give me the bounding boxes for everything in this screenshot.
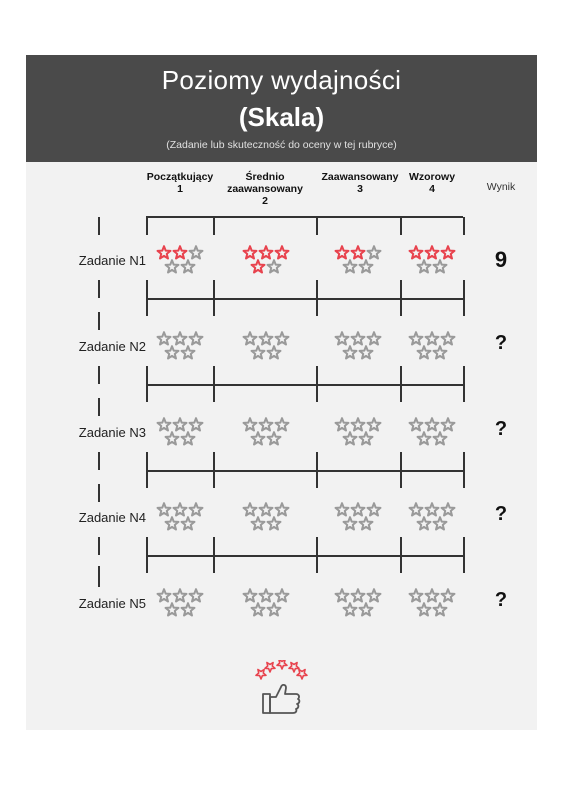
star-empty-icon xyxy=(190,332,203,344)
star-rating-group[interactable] xyxy=(407,588,457,620)
star-empty-icon xyxy=(244,418,257,430)
star-empty-icon xyxy=(442,589,455,601)
star-empty-icon xyxy=(442,418,455,430)
star-empty-icon xyxy=(268,346,281,358)
star-empty-icon xyxy=(368,589,381,601)
star-empty-icon xyxy=(276,503,289,515)
column-header-4 xyxy=(400,171,464,195)
column-divider xyxy=(463,537,465,573)
star-empty-icon xyxy=(166,603,179,615)
row-divider-tick xyxy=(98,484,100,502)
star-empty-icon xyxy=(260,418,273,430)
page-description: (Zadanie lub skuteczność do oceny w tej rubryce) xyxy=(166,139,397,151)
thumbs-up-stars-icon xyxy=(255,660,309,716)
star-empty-icon xyxy=(252,517,265,529)
row-divider-tick xyxy=(98,366,100,384)
star-icon xyxy=(256,670,266,680)
star-rating-group[interactable] xyxy=(155,417,205,449)
star-empty-icon xyxy=(260,503,273,515)
task-score: 9 xyxy=(494,247,508,272)
star-empty-icon xyxy=(174,589,187,601)
star-empty-icon xyxy=(174,503,187,515)
star-empty-icon xyxy=(190,589,203,601)
star-empty-icon xyxy=(268,432,281,444)
star-icon xyxy=(265,663,275,673)
star-rating-group[interactable] xyxy=(333,588,383,620)
page-subtitle: (Skala) xyxy=(238,102,325,132)
star-empty-icon xyxy=(182,260,195,272)
star-empty-icon xyxy=(418,346,431,358)
column-divider xyxy=(213,217,215,235)
star-empty-icon xyxy=(344,346,357,358)
star-filled-icon xyxy=(352,246,365,258)
star-empty-icon xyxy=(260,589,273,601)
star-empty-icon xyxy=(344,432,357,444)
star-rating-group[interactable] xyxy=(155,588,205,620)
star-empty-icon xyxy=(418,260,431,272)
row-divider-tick xyxy=(98,217,100,235)
star-icon xyxy=(289,663,299,673)
star-rating-group[interactable] xyxy=(241,245,291,277)
star-rating-group[interactable] xyxy=(241,331,291,363)
star-empty-icon xyxy=(352,418,365,430)
star-filled-icon xyxy=(252,260,265,272)
star-empty-icon xyxy=(360,432,373,444)
row-divider-tick xyxy=(98,537,100,555)
star-rating-group[interactable] xyxy=(407,502,457,534)
star-icon xyxy=(277,660,287,669)
task-label: Zadanie N1 xyxy=(78,253,146,268)
row-divider-tick xyxy=(98,452,100,470)
star-rating-group[interactable] xyxy=(333,245,383,277)
star-rating-group[interactable] xyxy=(241,417,291,449)
star-empty-icon xyxy=(166,517,179,529)
column-level: 1 xyxy=(177,183,183,195)
star-empty-icon xyxy=(434,603,447,615)
row-divider-tick xyxy=(98,280,100,298)
grid-line xyxy=(146,555,463,557)
column-name: Zaawansowany xyxy=(321,171,399,183)
star-empty-icon xyxy=(244,503,257,515)
column-divider xyxy=(463,217,465,235)
star-empty-icon xyxy=(434,432,447,444)
star-empty-icon xyxy=(442,503,455,515)
star-filled-icon xyxy=(426,246,439,258)
star-empty-icon xyxy=(434,260,447,272)
task-score: ? xyxy=(494,589,508,611)
star-filled-icon xyxy=(174,246,187,258)
star-empty-icon xyxy=(336,418,349,430)
star-empty-icon xyxy=(360,260,373,272)
star-filled-icon xyxy=(244,246,257,258)
column-level: 3 xyxy=(357,183,363,195)
page-title: Poziomy wydajności xyxy=(161,65,402,95)
star-empty-icon xyxy=(442,332,455,344)
star-empty-icon xyxy=(352,332,365,344)
star-rating-group[interactable] xyxy=(407,417,457,449)
star-empty-icon xyxy=(166,260,179,272)
star-empty-icon xyxy=(336,503,349,515)
row-divider-tick xyxy=(98,398,100,416)
column-name: Średnio zaawansowany xyxy=(227,171,303,195)
star-empty-icon xyxy=(418,517,431,529)
column-header-2 xyxy=(220,171,310,207)
star-empty-icon xyxy=(260,332,273,344)
star-empty-icon xyxy=(352,503,365,515)
score-column-header: Wynik xyxy=(486,181,516,193)
star-empty-icon xyxy=(182,603,195,615)
star-empty-icon xyxy=(410,418,423,430)
star-empty-icon xyxy=(360,346,373,358)
star-rating-group[interactable] xyxy=(333,502,383,534)
column-divider xyxy=(146,217,148,235)
star-empty-icon xyxy=(336,332,349,344)
star-filled-icon xyxy=(336,246,349,258)
star-empty-icon xyxy=(410,589,423,601)
star-rating-group[interactable] xyxy=(407,245,457,277)
star-filled-icon xyxy=(442,246,455,258)
star-empty-icon xyxy=(190,246,203,258)
grid-line xyxy=(146,216,463,218)
column-name: Wzorowy xyxy=(408,171,456,183)
task-label: Zadanie N5 xyxy=(78,596,146,611)
star-empty-icon xyxy=(410,503,423,515)
star-empty-icon xyxy=(158,589,171,601)
star-empty-icon xyxy=(158,418,171,430)
star-empty-icon xyxy=(174,332,187,344)
star-filled-icon xyxy=(158,246,171,258)
star-icon xyxy=(297,670,307,680)
star-rating-group[interactable] xyxy=(407,331,457,363)
task-score: ? xyxy=(494,503,508,525)
star-empty-icon xyxy=(190,418,203,430)
star-empty-icon xyxy=(158,332,171,344)
column-divider xyxy=(463,366,465,402)
task-score: ? xyxy=(494,418,508,440)
star-empty-icon xyxy=(276,418,289,430)
star-empty-icon xyxy=(166,346,179,358)
star-empty-icon xyxy=(426,332,439,344)
star-filled-icon xyxy=(260,246,273,258)
task-label: Zadanie N4 xyxy=(78,510,146,525)
rubric-sheet xyxy=(26,55,537,730)
star-empty-icon xyxy=(268,260,281,272)
star-empty-icon xyxy=(276,589,289,601)
star-empty-icon xyxy=(252,432,265,444)
star-empty-icon xyxy=(368,246,381,258)
header-banner xyxy=(26,55,537,162)
column-divider xyxy=(400,217,402,235)
star-empty-icon xyxy=(182,346,195,358)
star-rating-group[interactable] xyxy=(241,502,291,534)
star-empty-icon xyxy=(434,346,447,358)
star-empty-icon xyxy=(344,603,357,615)
column-header-1 xyxy=(138,171,222,195)
star-empty-icon xyxy=(244,332,257,344)
row-divider-tick xyxy=(98,566,100,584)
star-rating-group[interactable] xyxy=(333,417,383,449)
star-empty-icon xyxy=(360,517,373,529)
star-empty-icon xyxy=(368,332,381,344)
star-empty-icon xyxy=(344,517,357,529)
star-empty-icon xyxy=(426,418,439,430)
star-empty-icon xyxy=(174,418,187,430)
star-empty-icon xyxy=(336,589,349,601)
star-rating-group[interactable] xyxy=(241,588,291,620)
star-empty-icon xyxy=(434,517,447,529)
task-label: Zadanie N3 xyxy=(78,425,146,440)
column-level: 4 xyxy=(429,183,435,195)
grid-line xyxy=(146,298,463,300)
star-rating-group[interactable] xyxy=(333,331,383,363)
column-divider xyxy=(463,452,465,488)
star-empty-icon xyxy=(276,332,289,344)
star-empty-icon xyxy=(252,603,265,615)
star-filled-icon xyxy=(410,246,423,258)
star-rating-group[interactable] xyxy=(155,331,205,363)
star-empty-icon xyxy=(190,503,203,515)
star-empty-icon xyxy=(426,503,439,515)
star-empty-icon xyxy=(182,517,195,529)
column-name: Początkujący xyxy=(146,171,214,183)
star-empty-icon xyxy=(426,589,439,601)
star-empty-icon xyxy=(158,503,171,515)
star-empty-icon xyxy=(418,603,431,615)
star-empty-icon xyxy=(368,503,381,515)
task-label: Zadanie N2 xyxy=(78,339,146,354)
star-empty-icon xyxy=(244,589,257,601)
column-divider xyxy=(463,280,465,316)
star-empty-icon xyxy=(360,603,373,615)
star-empty-icon xyxy=(344,260,357,272)
star-empty-icon xyxy=(410,332,423,344)
column-level: 2 xyxy=(262,195,268,207)
star-empty-icon xyxy=(352,589,365,601)
star-rating-group[interactable] xyxy=(155,502,205,534)
star-rating-group[interactable] xyxy=(155,245,205,277)
star-empty-icon xyxy=(418,432,431,444)
grid-line xyxy=(146,384,463,386)
grid-line xyxy=(146,470,463,472)
star-empty-icon xyxy=(252,346,265,358)
column-header-3 xyxy=(316,171,404,195)
star-empty-icon xyxy=(268,517,281,529)
row-divider-tick xyxy=(98,312,100,330)
task-score: ? xyxy=(494,332,508,354)
star-empty-icon xyxy=(268,603,281,615)
column-divider xyxy=(316,217,318,235)
star-empty-icon xyxy=(166,432,179,444)
star-filled-icon xyxy=(276,246,289,258)
star-empty-icon xyxy=(182,432,195,444)
star-empty-icon xyxy=(368,418,381,430)
